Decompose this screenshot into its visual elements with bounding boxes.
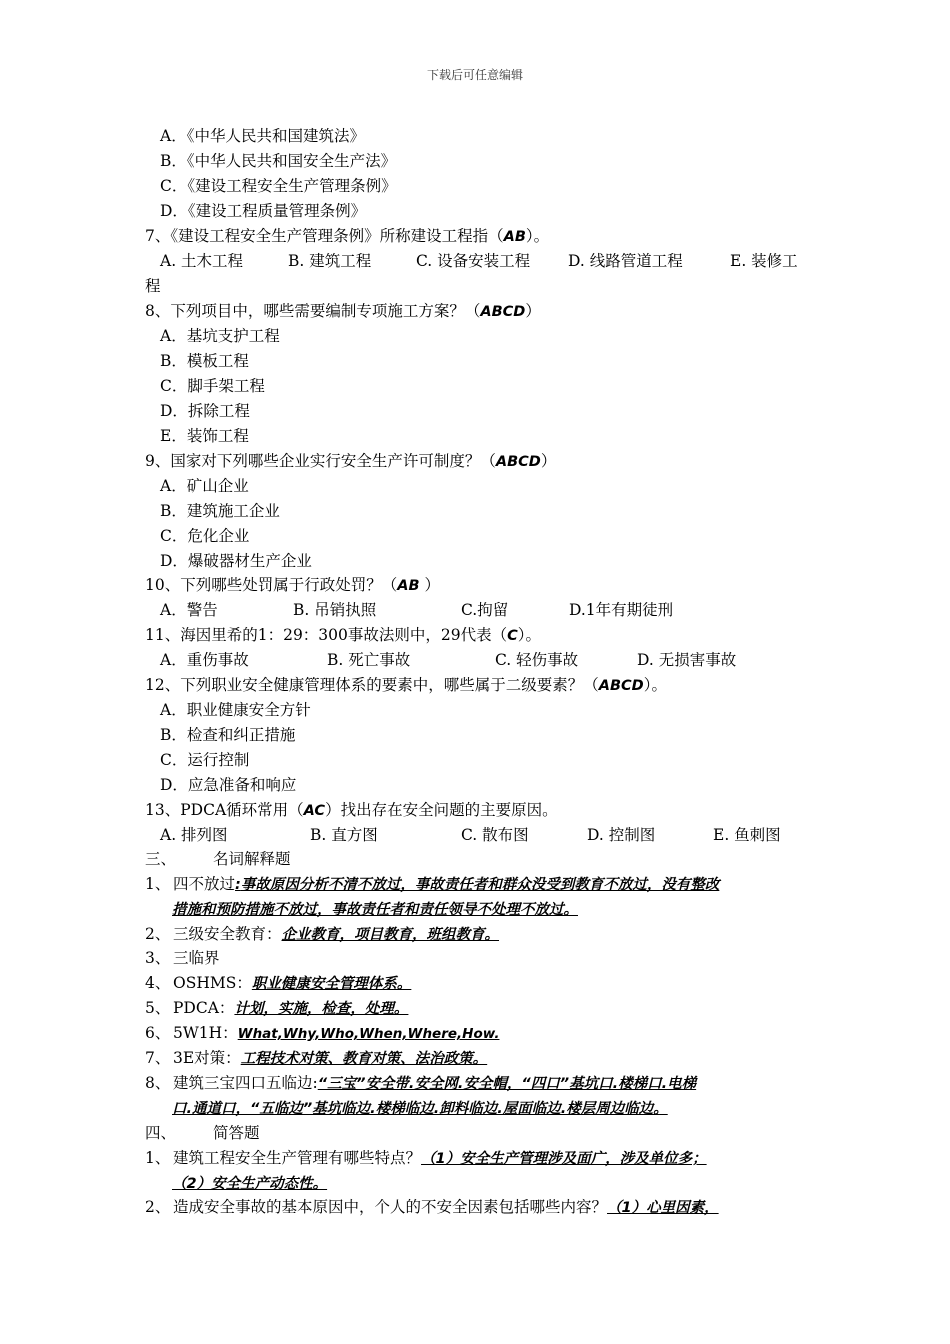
- q13-option-b: B. 直方图: [310, 826, 378, 844]
- q6-option-d: D．《建设工程质量管理条例》: [160, 202, 367, 220]
- term-6-label: 5W1H：: [173, 1024, 238, 1042]
- q7-stem-post: ）。: [525, 227, 550, 245]
- term-1-answer-line1: 事故原因分析不清不放过，事故责任者和群众没受到教育不放过，没有整改: [240, 877, 720, 893]
- short-1: [145, 1148, 707, 1169]
- q8-stem-post: ）: [525, 302, 541, 320]
- term-4: [145, 973, 411, 994]
- q10-option-d: D.1年有期徒刑: [569, 601, 674, 619]
- q8-option-c: C．脚手架工程: [160, 377, 265, 395]
- q9-option-c: C．危化企业: [160, 527, 250, 545]
- q7-answer: AB: [503, 229, 526, 245]
- term-4-answer: 职业健康安全管理体系。: [251, 976, 412, 992]
- q11-answer: C: [507, 628, 518, 644]
- term-3-label: 三临界: [173, 949, 220, 967]
- q7-stem: [145, 226, 549, 247]
- q12-option-c: C．运行控制: [160, 751, 250, 769]
- q6-option-b: B．《中华人民共和国安全生产法》: [160, 152, 397, 170]
- q13-option-d: D. 控制图: [587, 826, 656, 844]
- short-1-answer-line2: （2）安全生产动态性。: [172, 1176, 328, 1192]
- term-3: [145, 948, 220, 968]
- term-1-label: 四不放过: [173, 875, 236, 893]
- term-1-continued: [172, 899, 578, 920]
- term-6-number: 6、: [145, 1024, 171, 1042]
- page-header: 下载后可任意编辑: [426, 68, 523, 82]
- q10-stem-post: ）: [419, 576, 440, 594]
- q7-option-a: A. 土木工程: [160, 252, 244, 270]
- short-2-answer-line1: （1）心里因素，: [607, 1200, 719, 1216]
- q8-answer: ABCD: [480, 304, 526, 320]
- term-8-answer-line1: “三宝”安全带.安全网.安全帽，“四口”基坑口.楼梯口.电梯: [317, 1076, 697, 1092]
- q8-option-e: E．装饰工程: [160, 427, 249, 445]
- q7-option-e: E. 装修工: [730, 252, 798, 270]
- q6-option-a: A．《中华人民共和国建筑法》: [160, 127, 365, 145]
- term-3-number: 3、: [145, 949, 171, 967]
- q12-stem-post: ）。: [643, 676, 667, 694]
- q8-option-b: B．模板工程: [160, 352, 249, 370]
- q13-option-e: E. 鱼刺图: [713, 826, 781, 844]
- section4-number: 四、: [145, 1124, 177, 1142]
- q12-stem: [145, 675, 667, 696]
- short-1-answer-line1: （1）安全生产管理涉及面广，涉及单位多；: [421, 1151, 707, 1167]
- term-6-answer: What,Why,Who,When,Where,How.: [237, 1026, 500, 1042]
- short-2: [145, 1197, 719, 1218]
- short-1-continued: [172, 1173, 327, 1194]
- q13-option-c: C. 散布图: [461, 826, 529, 844]
- q12-option-a: A．职业健康安全方针: [160, 701, 311, 719]
- short-1-number: 1、: [145, 1149, 171, 1167]
- q7-option-c: C. 设备安装工程: [416, 252, 531, 270]
- q11-stem-pre: 11、海因里希的1：29：300事故法则中，29代表（: [145, 626, 508, 644]
- section3-number: 三、: [145, 850, 177, 868]
- section4-heading: [145, 1123, 260, 1143]
- q8-stem: [145, 301, 541, 322]
- term-8-continued: [172, 1098, 668, 1119]
- q13-answer: AC: [303, 803, 326, 819]
- q10-stem-pre: 10、下列哪些处罚属于行政处罚？（: [145, 576, 398, 594]
- term-1: [145, 874, 719, 895]
- term-5: [145, 998, 408, 1019]
- q9-option-b: B．建筑施工企业: [160, 502, 280, 520]
- short-2-label: 造成安全事故的基本原因中，个人的不安全因素包括哪些内容？: [173, 1198, 608, 1216]
- term-5-label: PDCA：: [173, 999, 235, 1017]
- q9-stem: [145, 451, 556, 472]
- section3-heading: [145, 849, 291, 869]
- q13-stem-post: ）找出存在安全问题的主要原因。: [325, 801, 558, 819]
- term-1-answer-line2: 措施和预防措施不放过，事故责任者和责任领导不处理不放过。: [172, 902, 578, 918]
- q9-answer: ABCD: [495, 454, 541, 470]
- q13-stem-pre: 13、PDCA循环常用（: [145, 801, 304, 819]
- q7-option-e-wrap: 程: [145, 277, 161, 295]
- q11-option-d: D. 无损害事故: [637, 651, 737, 669]
- term-1-sep: :: [235, 877, 241, 893]
- q11-option-b: B. 死亡事故: [327, 651, 411, 669]
- term-7-number: 7、: [145, 1049, 171, 1067]
- q7-option-b: B. 建筑工程: [288, 252, 372, 270]
- q8-stem-pre: 8、下列项目中，哪些需要编制专项施工方案？（: [145, 302, 481, 320]
- q6-option-c: C．《建设工程安全生产管理条例》: [160, 177, 397, 195]
- q12-option-d: D．应急准备和响应: [160, 776, 297, 794]
- term-8-label: 建筑三宝四口五临边:: [173, 1074, 318, 1092]
- q13-option-a: A. 排列图: [160, 826, 228, 844]
- q11-stem: [145, 625, 541, 646]
- term-7: [145, 1048, 487, 1069]
- term-5-answer: 计划，实施，检查，处理。: [234, 1001, 409, 1017]
- q9-stem-pre: 9、国家对下列哪些企业实行安全生产许可制度？（: [145, 452, 496, 470]
- q11-option-a: A．重伤事故: [160, 651, 249, 669]
- term-5-number: 5、: [145, 999, 171, 1017]
- q9-stem-post: ）: [540, 452, 557, 470]
- term-4-number: 4、: [145, 974, 171, 992]
- q12-option-b: B．检查和纠正措施: [160, 726, 296, 744]
- term-4-label: OSHMS：: [173, 974, 252, 992]
- term-6: [145, 1023, 499, 1044]
- q9-option-d: D．爆破器材生产企业: [160, 552, 312, 570]
- q10-stem: [145, 575, 440, 596]
- term-8-number: 8、: [145, 1074, 171, 1092]
- term-2-label: 三级安全教育：: [173, 925, 282, 943]
- term-7-label: 3E对策：: [173, 1049, 241, 1067]
- term-1-number: 1、: [145, 875, 171, 893]
- term-2-answer: 企业教育，项目教育，班组教育。: [281, 927, 500, 943]
- term-8: [145, 1073, 696, 1094]
- q10-option-b: B. 吊销执照: [293, 601, 377, 619]
- q8-option-a: A．基坑支护工程: [160, 327, 280, 345]
- term-7-answer: 工程技术对策、教育对策、法治政策。: [240, 1051, 488, 1067]
- short-2-number: 2、: [145, 1198, 171, 1216]
- term-2: [145, 924, 499, 945]
- q10-answer: AB: [397, 578, 420, 594]
- short-1-label: 建筑工程安全生产管理有哪些特点？: [173, 1149, 422, 1167]
- q13-stem: [145, 800, 558, 821]
- q8-option-d: D．拆除工程: [160, 402, 250, 420]
- term-8-answer-line2: 口.通道口，“五临边”基坑临边.楼梯临边.卸料临边.屋面临边.楼层周边临边。: [172, 1101, 668, 1117]
- q11-stem-post: ）。: [517, 626, 542, 644]
- q7-option-d: D. 线路管道工程: [568, 252, 683, 270]
- q12-answer: ABCD: [598, 678, 644, 694]
- q10-option-a: A．警告: [160, 601, 218, 619]
- section4-title: 简答题: [213, 1124, 260, 1142]
- q12-stem-pre: 12、下列职业安全健康管理体系的要素中，哪些属于二级要素？（: [145, 676, 599, 694]
- term-2-number: 2、: [145, 925, 171, 943]
- q11-option-c: C. 轻伤事故: [495, 651, 579, 669]
- q10-option-c: C.拘留: [461, 601, 509, 619]
- q7-stem-pre: 7、《建设工程安全生产管理条例》所称建设工程指（: [145, 227, 504, 245]
- q9-option-a: A．矿山企业: [160, 477, 249, 495]
- section3-title: 名词解释题: [213, 850, 291, 868]
